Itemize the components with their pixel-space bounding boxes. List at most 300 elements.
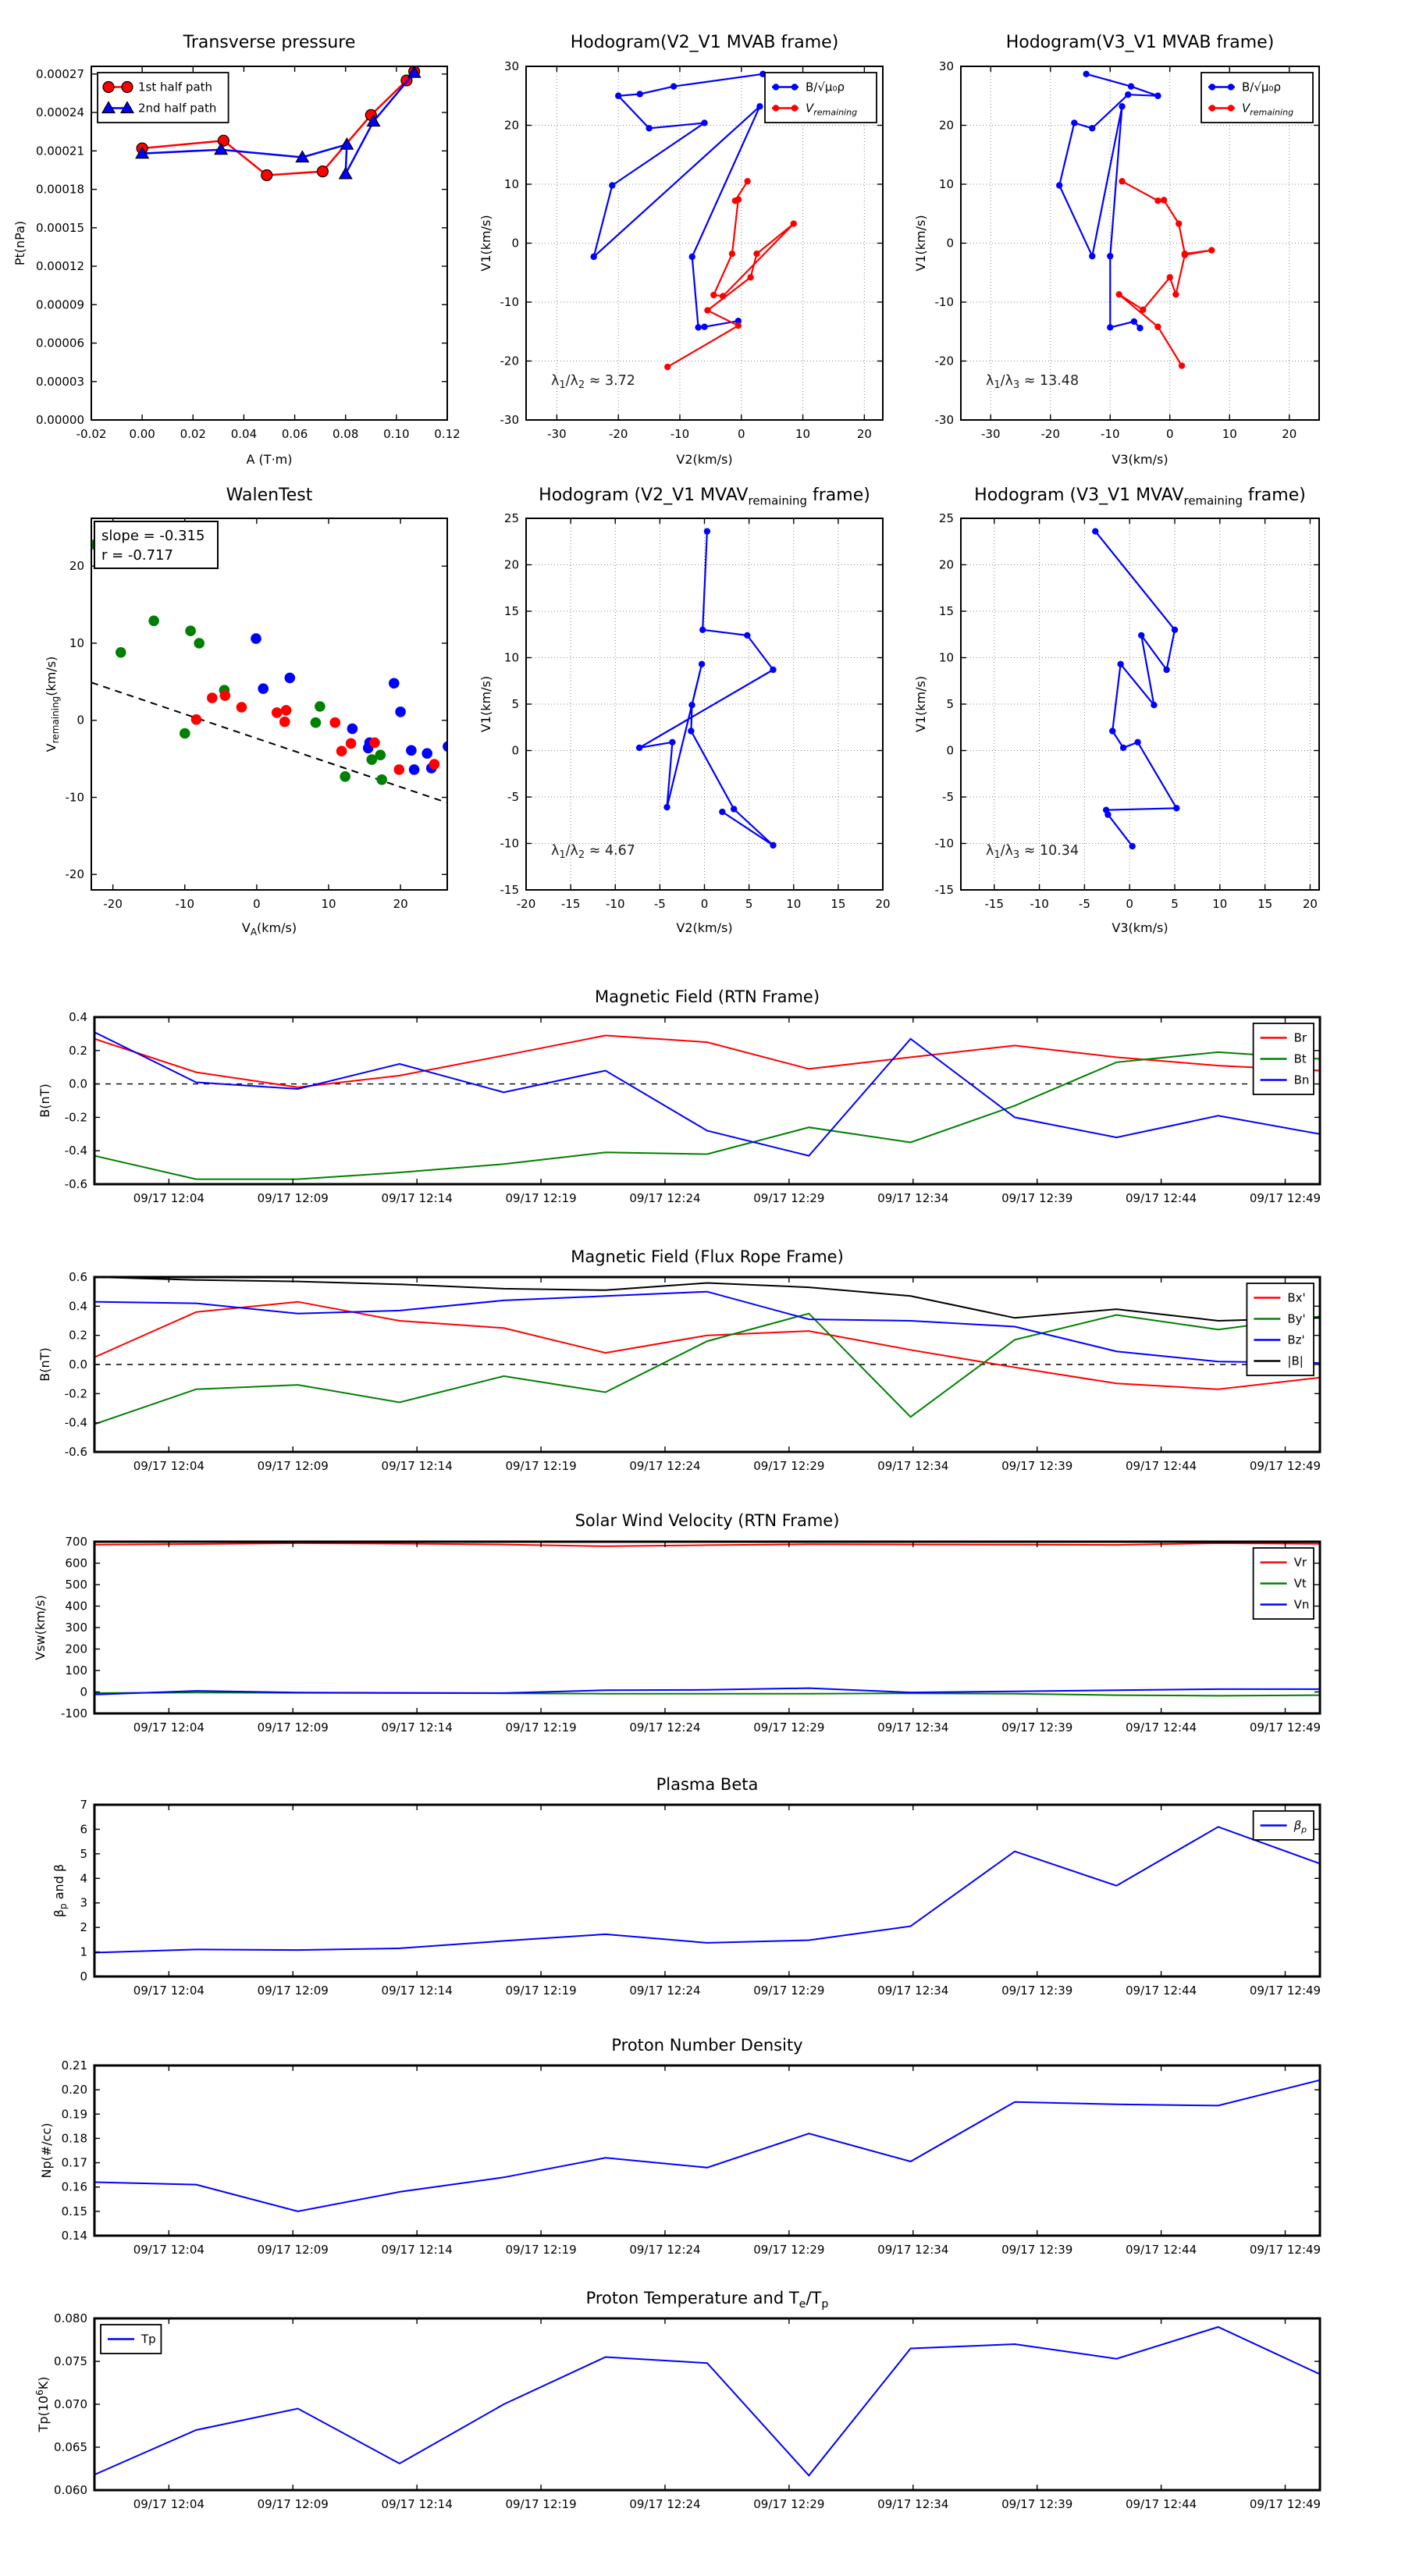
marker-dot — [1176, 220, 1182, 226]
tick-label-y: 10 — [503, 650, 519, 665]
plot-frame — [94, 1542, 1320, 1713]
tick-label-y: 0.00015 — [35, 220, 84, 235]
tick-label-x: 0.06 — [281, 427, 308, 441]
tick-label-y: 20 — [938, 118, 954, 133]
marker-dot — [770, 667, 776, 673]
panel-title-brtn: Magnetic Field (RTN Frame) — [594, 987, 820, 1006]
marker-dot — [1154, 93, 1161, 99]
marker-circle — [103, 82, 114, 93]
marker-dot — [1131, 318, 1137, 325]
hodoV2-ylabel: V1(km/s) — [478, 675, 493, 733]
tick-label-x: 5 — [745, 897, 753, 911]
marker-dot — [695, 324, 701, 330]
tick-label-y: 0.075 — [54, 2354, 87, 2368]
tick-label-y: -30 — [934, 413, 954, 427]
tick-label-y: 600 — [65, 1556, 87, 1571]
marker-dot — [744, 632, 750, 639]
tick-label-x: 09/17 12:44 — [1125, 1459, 1197, 1473]
legend-label: Bx' — [1287, 1290, 1306, 1305]
tick-label-x: 09/17 12:34 — [877, 1984, 949, 1998]
tick-label-x: 09/17 12:19 — [505, 1459, 577, 1473]
tick-label-x: 09/17 12:04 — [133, 1720, 205, 1735]
walen-blue-pts — [406, 745, 417, 756]
legend-label: 1st half path — [138, 80, 213, 94]
marker-dot — [1182, 251, 1188, 258]
tick-label-y: 30 — [938, 59, 954, 73]
tick-label-y: 0 — [946, 236, 954, 251]
marker-dot — [710, 292, 717, 298]
marker-dot — [669, 739, 675, 745]
tick-label-x: 09/17 12:24 — [629, 1191, 701, 1205]
tick-label-y: -100 — [60, 1706, 87, 1720]
tick-label-x: 09/17 12:34 — [877, 1459, 949, 1473]
hodoB3-legend — [1201, 73, 1313, 123]
tick-label-y: 0.00018 — [35, 182, 84, 197]
marker-dot — [1172, 627, 1178, 633]
tick-label-y: 0.060 — [54, 2483, 87, 2497]
marker-dot — [1092, 528, 1098, 534]
marker-dot — [1071, 119, 1077, 126]
walen-ylabel: $V_{remaining}(km/s)$ — [44, 656, 61, 753]
walen-blue-pts — [258, 683, 269, 694]
tick-label-x: 5 — [1171, 897, 1179, 911]
marker-dot — [770, 842, 776, 849]
tick-label-x: -30 — [547, 427, 567, 441]
tick-label-x: 09/17 12:04 — [133, 2497, 205, 2511]
tick-label-x: 09/17 12:04 — [133, 1459, 205, 1473]
hodoB3-line-Vrem — [1119, 181, 1212, 365]
hodoV2-plot-area — [636, 528, 777, 849]
beta-plot-area — [94, 1827, 1320, 1952]
tick-label-y: 20 — [503, 118, 519, 133]
bfr-plot-area — [94, 1277, 1320, 1425]
tick-label-x: 09/17 12:29 — [753, 1984, 825, 1998]
marker-dot — [756, 103, 763, 109]
tp-line-Tp — [94, 2327, 1320, 2475]
panel-beta — [52, 1798, 1321, 1998]
walen-red-pts — [336, 745, 347, 756]
hodoB2-legend — [765, 73, 877, 123]
walen-red-pts — [220, 690, 231, 701]
tick-label-y: 400 — [65, 1599, 87, 1614]
tick-label-x: 09/17 12:04 — [133, 1984, 205, 1998]
panel-title-walen: WalenTest — [226, 486, 313, 505]
legend-label: By' — [1287, 1311, 1306, 1326]
tick-label-y: 1 — [80, 1944, 87, 1959]
marker-dot — [1129, 843, 1135, 849]
bfr-line-Bmag — [94, 1277, 1320, 1321]
tick-label-y: 0.19 — [61, 2107, 87, 2122]
tick-label-x: 09/17 12:44 — [1125, 2243, 1197, 2257]
tick-label-x: 09/17 12:24 — [629, 2497, 701, 2511]
tick-label-y: 200 — [65, 1642, 87, 1656]
marker-triangle — [340, 168, 352, 179]
tick-label-y: 0.16 — [61, 2179, 87, 2194]
panel-pressure — [12, 66, 461, 467]
legend-label: B/√μ₀ρ — [806, 80, 845, 94]
tick-label-y: -0.2 — [64, 1386, 87, 1401]
plot-frame — [94, 2065, 1320, 2236]
tick-label-y: 0.00000 — [35, 413, 84, 427]
walen-plot-area — [90, 539, 454, 803]
marker-dot — [689, 254, 695, 260]
marker-dot — [701, 119, 707, 126]
tick-label-y: 0.00012 — [35, 259, 84, 274]
tick-label-y: -5 — [942, 790, 954, 804]
tick-label-x: -20 — [516, 897, 536, 911]
panel-title-beta: Plasma Beta — [656, 1775, 759, 1794]
tick-label-x: 09/17 12:39 — [1001, 2243, 1073, 2257]
walen-xlabel: $V_A(km/s)$ — [241, 920, 297, 938]
tick-label-x: 09/17 12:29 — [753, 1191, 825, 1205]
tick-label-y: 20 — [938, 557, 954, 572]
walen-green-pts — [311, 717, 322, 728]
marker-dot — [1117, 661, 1123, 667]
marker-triangle — [340, 138, 353, 149]
marker-dot — [1116, 291, 1122, 297]
tick-label-y: 3 — [80, 1895, 87, 1910]
vsw-ylabel: Vsw(km/s) — [33, 1595, 48, 1660]
hodoB2-xlabel: V2(km/s) — [676, 452, 733, 467]
tick-label-y: 0.00006 — [35, 336, 84, 350]
tick-label-y: 0.4 — [69, 1010, 87, 1024]
marker-dot — [704, 307, 710, 313]
hodoV3-line-V — [1095, 532, 1176, 846]
marker-dot — [773, 105, 779, 111]
tick-label-x: 09/17 12:09 — [257, 2243, 329, 2257]
hodoB3-annotation: $\lambda_1/\lambda_3 \approx 13.48$ — [986, 373, 1080, 391]
tick-label-y: 0.6 — [69, 1270, 87, 1284]
vsw-line-Vt — [94, 1692, 1320, 1695]
tick-label-x: 09/17 12:09 — [257, 1720, 329, 1735]
tick-label-x: 09/17 12:09 — [257, 1191, 329, 1205]
plot-frame — [91, 518, 447, 890]
tick-label-x: -20 — [608, 427, 628, 441]
brtn-line-Bt — [94, 1052, 1320, 1179]
marker-circle — [122, 82, 133, 93]
marker-dot — [1119, 178, 1125, 184]
tick-label-x: 20 — [856, 427, 872, 441]
tick-label-y: 100 — [65, 1663, 87, 1678]
panel-title-pressure: Transverse pressure — [183, 33, 356, 52]
marker-dot — [735, 196, 742, 202]
tick-label-y: 2 — [80, 1920, 87, 1935]
tick-label-y: 0 — [80, 1685, 87, 1699]
legend-label: Vr — [1293, 1555, 1307, 1570]
tick-label-x: 09/17 12:34 — [877, 1191, 949, 1205]
tick-label-y: -20 — [934, 354, 954, 368]
walen-green-pts — [148, 616, 159, 627]
marker-dot — [1173, 805, 1179, 811]
hodoV2-xlabel: V2(km/s) — [676, 920, 733, 935]
bfr-legend — [1247, 1283, 1314, 1375]
tick-label-x: 09/17 12:14 — [381, 1720, 453, 1735]
tick-label-y: 20 — [503, 557, 519, 572]
tick-label-y: 500 — [65, 1578, 87, 1592]
tick-label-x: 09/17 12:49 — [1249, 1720, 1321, 1735]
legend-label: Bz' — [1287, 1332, 1305, 1347]
marker-dot — [1089, 125, 1095, 131]
marker-dot — [1209, 84, 1215, 90]
tick-label-x: 09/17 12:09 — [257, 1459, 329, 1473]
beta-legend — [1254, 1811, 1314, 1840]
tick-label-y: -0.6 — [64, 1177, 87, 1191]
tick-label-y: 7 — [80, 1798, 87, 1812]
tick-label-x: 09/17 12:34 — [877, 2243, 949, 2257]
tick-label-x: -30 — [981, 427, 1001, 441]
tick-label-y: 0 — [511, 743, 519, 758]
panel-title-hodoB2: Hodogram(V2_V1 MVAB frame) — [570, 33, 839, 52]
tick-label-x: 09/17 12:14 — [381, 1191, 453, 1205]
annotation-line: slope = -0.315 — [101, 528, 205, 544]
tick-label-y: 5 — [946, 697, 954, 711]
marker-dot — [1140, 307, 1146, 313]
tick-label-x: 09/17 12:49 — [1249, 1984, 1321, 1998]
tick-label-x: 0.04 — [230, 427, 258, 441]
marker-dot — [1228, 105, 1234, 111]
tick-label-x: 15 — [831, 897, 846, 911]
tick-label-y: 0 — [80, 1969, 87, 1984]
tick-label-y: -10 — [65, 790, 84, 805]
marker-dot — [590, 254, 596, 260]
marker-dot — [701, 324, 707, 330]
tick-label-y: 25 — [938, 511, 954, 525]
panel-np — [39, 2058, 1321, 2257]
hodoB2-annotation: $\lambda_1/\lambda_2 \approx 3.72$ — [551, 373, 635, 391]
marker-dot — [1163, 667, 1169, 673]
tick-label-x: -10 — [1101, 427, 1120, 441]
tick-label-y: 300 — [65, 1621, 87, 1635]
tick-label-x: 09/17 12:14 — [381, 1984, 453, 1998]
tick-label-x: 10 — [795, 427, 811, 441]
tick-label-y: 30 — [503, 59, 519, 73]
tick-label-y: -20 — [65, 867, 84, 882]
np-plot-area — [94, 2080, 1320, 2211]
walen-red-pts — [330, 717, 341, 728]
pressure-xlabel: A (T·m) — [246, 452, 293, 467]
walen-blue-pts — [347, 724, 358, 735]
walen-green-pts — [194, 638, 205, 649]
marker-dot — [719, 809, 725, 815]
tick-label-x: 09/17 12:39 — [1001, 1984, 1073, 1998]
tick-label-x: 09/17 12:04 — [133, 2243, 205, 2257]
hodoB3-xlabel: V3(km/s) — [1112, 452, 1168, 467]
walen-red-pts — [237, 702, 247, 713]
legend-label: $V_{remaining}$ — [806, 101, 858, 118]
tick-label-y: 4 — [80, 1871, 87, 1886]
tick-label-y: -0.6 — [64, 1445, 87, 1459]
tick-label-x: -20 — [103, 897, 123, 911]
marker-dot — [1138, 632, 1144, 639]
walen-blue-pts — [422, 748, 432, 759]
tick-label-y: 0 — [946, 743, 954, 758]
tick-label-y: 0.0 — [69, 1076, 87, 1091]
walen-red-pts — [279, 717, 290, 728]
legend-label: Vt — [1293, 1576, 1307, 1591]
tick-label-y: 0.00024 — [35, 105, 84, 120]
marker-dot — [791, 105, 798, 111]
marker-dot — [747, 274, 753, 280]
marker-dot — [1154, 197, 1161, 204]
tick-label-x: 09/17 12:19 — [505, 1984, 577, 1998]
hodoB3-line-B — [1059, 74, 1158, 328]
pressure-legend — [98, 73, 229, 123]
marker-dot — [1179, 362, 1185, 368]
marker-dot — [664, 364, 670, 370]
tick-label-x: 0 — [700, 897, 709, 911]
walen-blue-pts — [389, 678, 400, 689]
tick-label-y: 5 — [511, 697, 519, 711]
tick-label-x: 20 — [1302, 897, 1318, 911]
marker-dot — [1107, 253, 1113, 259]
tick-label-x: 09/17 12:34 — [877, 2497, 949, 2511]
tick-label-x: 09/17 12:19 — [505, 1191, 577, 1205]
tick-label-x: 10 — [1222, 427, 1237, 441]
marker-dot — [1208, 247, 1215, 253]
panel-title-hodoB3: Hodogram(V3_V1 MVAB frame) — [1005, 33, 1275, 52]
tick-label-y: -5 — [507, 790, 519, 804]
marker-dot — [699, 661, 705, 667]
marker-dot — [609, 182, 615, 188]
tick-label-y: 0.080 — [54, 2311, 87, 2325]
marker-circle — [261, 170, 272, 181]
tick-label-x: 09/17 12:29 — [753, 1720, 825, 1735]
walen-green-pts — [116, 647, 126, 658]
tick-label-y: 0.18 — [61, 2131, 87, 2146]
tick-label-x: 09/17 12:14 — [381, 2497, 453, 2511]
marker-dot — [1083, 71, 1089, 77]
tick-label-x: 20 — [875, 897, 891, 911]
marker-dot — [735, 322, 742, 329]
marker-dot — [1056, 182, 1062, 188]
legend-label: 2nd half path — [138, 101, 217, 116]
tick-label-y: 0.00027 — [35, 66, 84, 81]
legend-label: Vn — [1293, 1597, 1310, 1612]
tick-label-x: 09/17 12:44 — [1125, 1720, 1197, 1735]
legend-label: Br — [1293, 1030, 1307, 1045]
walen-red-pts — [394, 764, 405, 775]
marker-dot — [744, 178, 750, 184]
tick-label-y: 0.2 — [69, 1328, 87, 1343]
tick-label-x: 09/17 12:39 — [1001, 1459, 1073, 1473]
panel-vsw — [33, 1535, 1321, 1735]
marker-dot — [636, 745, 642, 751]
tick-label-y: 0.00009 — [35, 297, 84, 312]
tick-label-y: 0.17 — [61, 2155, 87, 2170]
beta-ylabel: $\beta_p$ and β — [52, 1863, 69, 1918]
tick-label-x: -10 — [670, 427, 690, 441]
tick-label-x: 0 — [738, 427, 745, 441]
tp-plot-area — [94, 2327, 1320, 2475]
tick-label-x: 20 — [393, 897, 408, 911]
vsw-line-Vr — [94, 1543, 1320, 1546]
tick-label-x: 09/17 12:09 — [257, 2497, 329, 2511]
marker-circle — [218, 135, 229, 146]
tick-label-x: 15 — [1257, 897, 1273, 911]
panel-title-tp: Proton Temperature and $T_e/T_p$ — [585, 2289, 829, 2311]
marker-dot — [1209, 105, 1215, 111]
tick-label-y: 0.14 — [61, 2229, 87, 2243]
tick-label-y: 15 — [938, 604, 954, 618]
tick-label-x: 0.12 — [434, 427, 461, 441]
vsw-plot-area — [94, 1543, 1320, 1695]
panel-tp — [34, 2311, 1321, 2511]
tick-label-y: 10 — [69, 635, 84, 650]
hodoB2-ylabel: V1(km/s) — [478, 215, 493, 272]
tick-label-x: 09/17 12:49 — [1249, 2243, 1321, 2257]
marker-dot — [1167, 274, 1173, 280]
bfr-ylabel: B(nT) — [37, 1347, 52, 1382]
legend-label: |B| — [1287, 1354, 1304, 1368]
tick-label-x: 09/17 12:39 — [1001, 2497, 1073, 2511]
pressure-ylabel: Pt(nPa) — [12, 220, 27, 266]
tick-label-y: 0.065 — [54, 2440, 87, 2454]
tick-label-x: 09/17 12:04 — [133, 1191, 205, 1205]
tick-label-y: 0.00021 — [35, 144, 84, 158]
tick-label-y: 700 — [65, 1535, 87, 1549]
walen-annotation-box — [94, 521, 218, 568]
panel-title-hodoV2: Hodogram (V2_V1 $MVAV_{remaining}$ frame) — [539, 486, 870, 508]
marker-dot — [1120, 745, 1126, 751]
brtn-line-Br — [94, 1036, 1320, 1087]
legend-label: $\beta_p$ — [1293, 1818, 1307, 1835]
tick-label-y: -10 — [500, 295, 519, 309]
hodoB2-line-Vrem — [667, 181, 794, 367]
marker-dot — [699, 627, 706, 633]
tick-label-x: -5 — [653, 897, 666, 911]
marker-dot — [791, 220, 797, 226]
tick-label-y: 0.4 — [69, 1299, 87, 1314]
tick-label-x: 09/17 12:14 — [381, 2243, 453, 2257]
tick-label-x: 0 — [1165, 427, 1174, 441]
walen-blue-pts — [395, 706, 406, 717]
tick-label-x: 20 — [1282, 427, 1297, 441]
tick-label-y: -15 — [934, 883, 954, 897]
hodoV3-annotation: $\lambda_1/\lambda_3 \approx 10.34$ — [986, 843, 1080, 861]
tick-label-x: 09/17 12:34 — [877, 1720, 949, 1735]
tick-label-x: 09/17 12:29 — [753, 2497, 825, 2511]
marker-dot — [1228, 84, 1234, 90]
hodoB3-plot-area — [1056, 71, 1215, 369]
tick-label-y: 0.2 — [69, 1043, 87, 1058]
plot-frame — [94, 1805, 1320, 1976]
marker-dot — [1089, 253, 1095, 259]
tick-label-x: 0 — [253, 897, 261, 911]
tick-label-x: -20 — [1040, 427, 1060, 441]
tick-label-y: 0.20 — [61, 2083, 87, 2097]
walen-red-pts — [346, 738, 357, 749]
walen-green-pts — [180, 728, 190, 739]
tick-label-y: -0.4 — [64, 1144, 87, 1158]
tick-label-x: 10 — [786, 897, 802, 911]
walen-line-fit — [91, 682, 447, 802]
tick-label-x: 10 — [321, 897, 336, 911]
tick-label-x: 09/17 12:24 — [629, 1720, 701, 1735]
hodoV3-xlabel: V3(km/s) — [1112, 920, 1168, 935]
walen-red-pts — [207, 692, 218, 703]
marker-dot — [1136, 325, 1143, 331]
tick-label-y: -20 — [500, 354, 519, 368]
tick-label-x: 09/17 12:19 — [505, 2497, 577, 2511]
walen-green-pts — [375, 749, 386, 760]
marker-circle — [317, 166, 328, 177]
hodoV3-plot-area — [1092, 528, 1179, 849]
brtn-plot-area — [94, 1032, 1320, 1179]
legend-label: B/√μ₀ρ — [1242, 80, 1281, 94]
legend-label: Bt — [1293, 1051, 1307, 1066]
tick-label-y: 0.070 — [54, 2397, 87, 2411]
tick-label-x: 09/17 12:14 — [381, 1459, 453, 1473]
